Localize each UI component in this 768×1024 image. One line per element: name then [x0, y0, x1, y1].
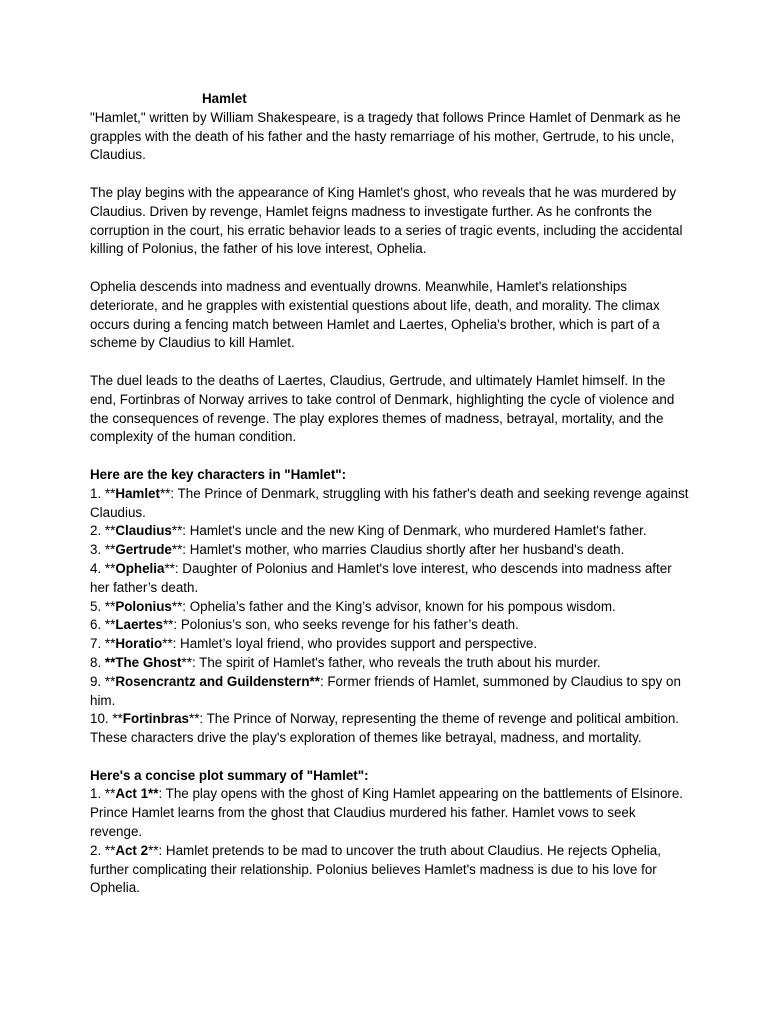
document-page: [90, 90, 690, 898]
paragraph-gap: [90, 447, 690, 466]
character-item: 1. **Hamlet**: The Prince of Denmark, struggling with his father's death and seeking revenge against Claudius.: [90, 485, 689, 520]
plot-item: 2. **Act 2**: Hamlet pretends to be mad to uncover the truth about Claudius. He rejects Ophelia, further complicating their relationship. Polonius believes Hamlet's madness is due to his love for Ophelia.: [90, 842, 661, 896]
character-item: 9. **Rosencrantz and Guildenstern**: Former friends of Hamlet, summoned by Claudius to spy on him.: [90, 673, 681, 708]
character-item: 2. **Claudius**: Hamlet's uncle and the new King of Denmark, who murdered Hamlet's father.: [90, 523, 647, 539]
characters-list: [90, 485, 690, 729]
paragraph-gap: [90, 165, 690, 184]
character-item: 3. **Gertrude**: Hamlet's mother, who marries Claudius shortly after her husband's death.: [90, 542, 625, 558]
paragraph-gap: [90, 353, 690, 372]
plot-paragraph-ophelia: Ophelia descends into madness and eventually drowns. Meanwhile, Hamlet's relationships deteriorate, and he grapples with existential questions about life, death, and morality. The climax occurs during a fencing match between Hamlet and Laertes, Ophelia's brother, which is part of a scheme by Claudius to kill Hamlet.: [90, 278, 660, 351]
plot-paragraph-ghost: The play begins with the appearance of King Hamlet's ghost, who reveals that he was murdered by Claudius. Driven by revenge, Hamlet feigns madness to investigate further. As he confronts the corruption in the court, his erratic behavior leads to a series of tragic events, including the accidental killing of Polonius, the father of his love interest, Ophelia.: [90, 184, 683, 257]
document-title: Hamlet: [202, 91, 247, 106]
character-item: 7. **Horatio**: Hamlet’s loyal friend, who provides support and perspective.: [90, 636, 538, 652]
plot-list: [90, 785, 690, 898]
character-item: 4. **Ophelia**: Daughter of Polonius and Hamlet's love interest, who descends into madness after her father’s death.: [90, 560, 672, 595]
characters-closing: These characters drive the play's exploration of themes like betrayal, madness, and mortality.: [90, 730, 642, 746]
character-item: 6. **Laertes**: Polonius’s son, who seeks revenge for his father’s death.: [90, 617, 519, 633]
intro-paragraph: "Hamlet," written by William Shakespeare, is a tragedy that follows Prince Hamlet of Denmark as he grapples with the death of his father and the hasty remarriage of his mother, Gertrude, to his uncle, Claudius.: [90, 109, 681, 163]
paragraph-gap: [90, 748, 690, 767]
character-item: 5. **Polonius**: Ophelia’s father and the King’s advisor, known for his pompous wisdom.: [90, 598, 616, 614]
plot-item: 1. **Act 1**: The play opens with the ghost of King Hamlet appearing on the battlements of Elsinore. Prince Hamlet learns from the ghost that Claudius murdered his father. Hamlet vows to seek revenge.: [90, 786, 684, 840]
character-item: 8. **The Ghost**: The spirit of Hamlet's father, who reveals the truth about his murder.: [90, 654, 601, 670]
character-item: 10. **Fortinbras**: The Prince of Norway, representing the theme of revenge and political ambition.: [90, 711, 680, 727]
paragraph-gap: [90, 259, 690, 278]
plot-heading: Here's a concise plot summary of "Hamlet":: [90, 767, 369, 783]
plot-paragraph-duel: The duel leads to the deaths of Laertes, Claudius, Gertrude, and ultimately Hamlet himself. In the end, Fortinbras of Norway arrives to take control of Denmark, highlighting the cycle of violence and the consequences of revenge. The play explores themes of madness, betrayal, mortality, and the complexity of the human condition.: [90, 372, 675, 445]
characters-heading: Here are the key characters in "Hamlet":: [90, 466, 347, 482]
